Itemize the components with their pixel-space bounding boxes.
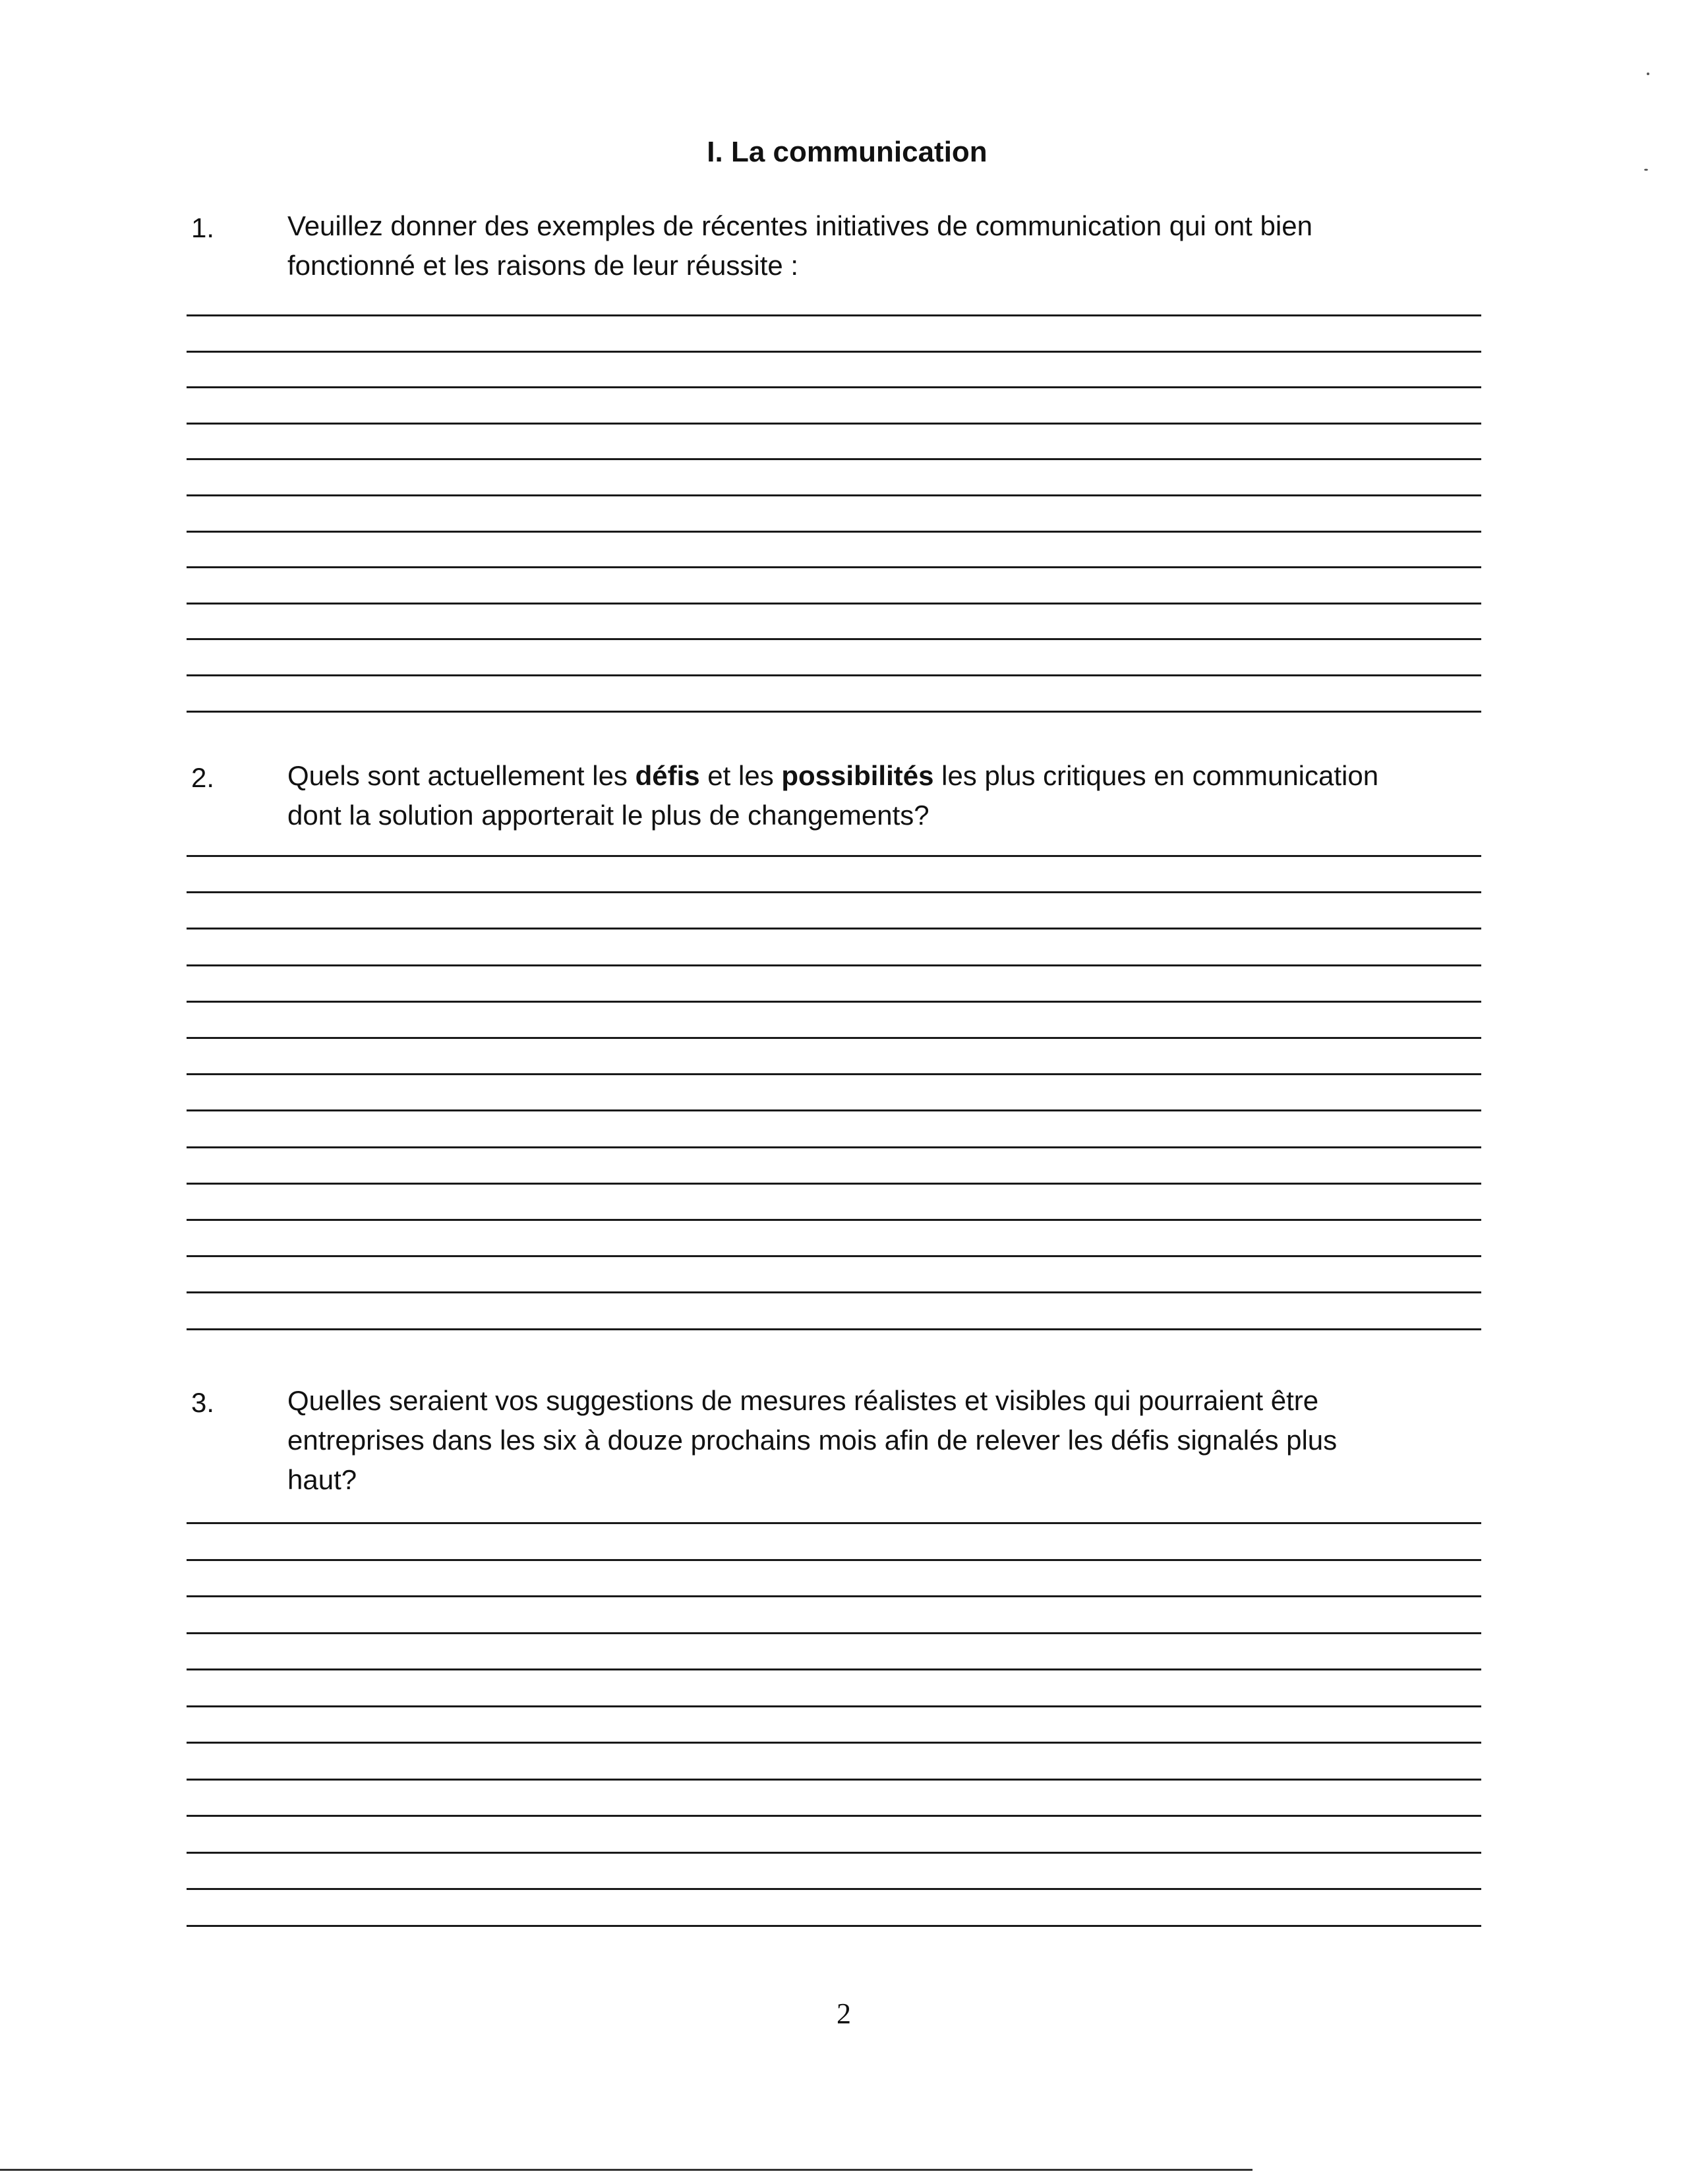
answer-line[interactable] (187, 1522, 1481, 1524)
answer-line[interactable] (187, 1037, 1481, 1039)
answer-line[interactable] (187, 1255, 1481, 1257)
answer-line[interactable] (187, 964, 1481, 966)
answer-line[interactable] (187, 891, 1481, 893)
question-2-number: 2. (191, 762, 215, 793)
answer-line[interactable] (187, 1146, 1481, 1148)
answer-line[interactable] (187, 928, 1481, 930)
answer-line[interactable] (187, 603, 1481, 605)
answer-line[interactable] (187, 1073, 1481, 1075)
question-3-line-1: Quelles seraient vos suggestions de mesures réalistes et visibles qui pourraient être (287, 1385, 1319, 1416)
question-3-number: 3. (191, 1387, 215, 1418)
answer-line[interactable] (187, 1291, 1481, 1293)
answer-line[interactable] (187, 1668, 1481, 1670)
answer-line[interactable] (187, 1328, 1481, 1330)
question-1-line-2: fonctionné et les raisons de leur réussite : (287, 250, 799, 281)
question-2-text (287, 756, 1514, 835)
answer-line[interactable] (187, 314, 1481, 316)
question-2-line-2: dont la solution apporterait le plus de changements? (287, 800, 929, 831)
answer-line[interactable] (187, 1219, 1481, 1221)
question-1-number: 1. (191, 212, 215, 243)
answer-line[interactable] (187, 711, 1481, 713)
answer-line[interactable] (187, 1595, 1481, 1597)
emphasis-word: possibilités (781, 760, 934, 791)
answer-line[interactable] (187, 1632, 1481, 1634)
answer-line[interactable] (187, 386, 1481, 388)
answer-line[interactable] (187, 458, 1481, 460)
answer-line[interactable] (187, 531, 1481, 533)
question-3-line-2: entreprises dans les six à douze prochains mois afin de relever les défis signalés plus (287, 1425, 1338, 1456)
answer-line[interactable] (187, 1109, 1481, 1111)
answer-line[interactable] (187, 1559, 1481, 1561)
answer-line[interactable] (187, 674, 1481, 676)
answer-line[interactable] (187, 1779, 1481, 1781)
page-number: 2 (837, 1997, 851, 2030)
answer-line[interactable] (187, 1742, 1481, 1744)
question-1-line-1: Veuillez donner des exemples de récentes initiatives de communication qui ont bien (287, 210, 1312, 241)
answer-line[interactable] (187, 638, 1481, 640)
answer-line[interactable] (187, 566, 1481, 568)
answer-line[interactable] (187, 855, 1481, 857)
scan-speck (1644, 169, 1648, 171)
answer-line[interactable] (187, 1705, 1481, 1707)
answer-line[interactable] (187, 351, 1481, 353)
question-3-line-3: haut? (287, 1464, 357, 1495)
answer-line[interactable] (187, 1183, 1481, 1185)
answer-line[interactable] (187, 494, 1481, 496)
question-2-line-1: Quels sont actuellement les défis et les possibilités les plus critiques en communication (287, 760, 1379, 791)
answer-line[interactable] (187, 1888, 1481, 1890)
question-1-text (287, 206, 1514, 285)
answer-line[interactable] (187, 1815, 1481, 1817)
bottom-rule (0, 2169, 1253, 2171)
answer-line[interactable] (187, 1925, 1481, 1927)
answer-line[interactable] (187, 423, 1481, 425)
scan-speck (1647, 73, 1649, 75)
answer-line[interactable] (187, 1001, 1481, 1003)
answer-line[interactable] (187, 1852, 1481, 1854)
emphasis-word: défis (635, 760, 700, 791)
question-3-text (287, 1381, 1514, 1500)
section-title: I. La communication (707, 136, 988, 168)
